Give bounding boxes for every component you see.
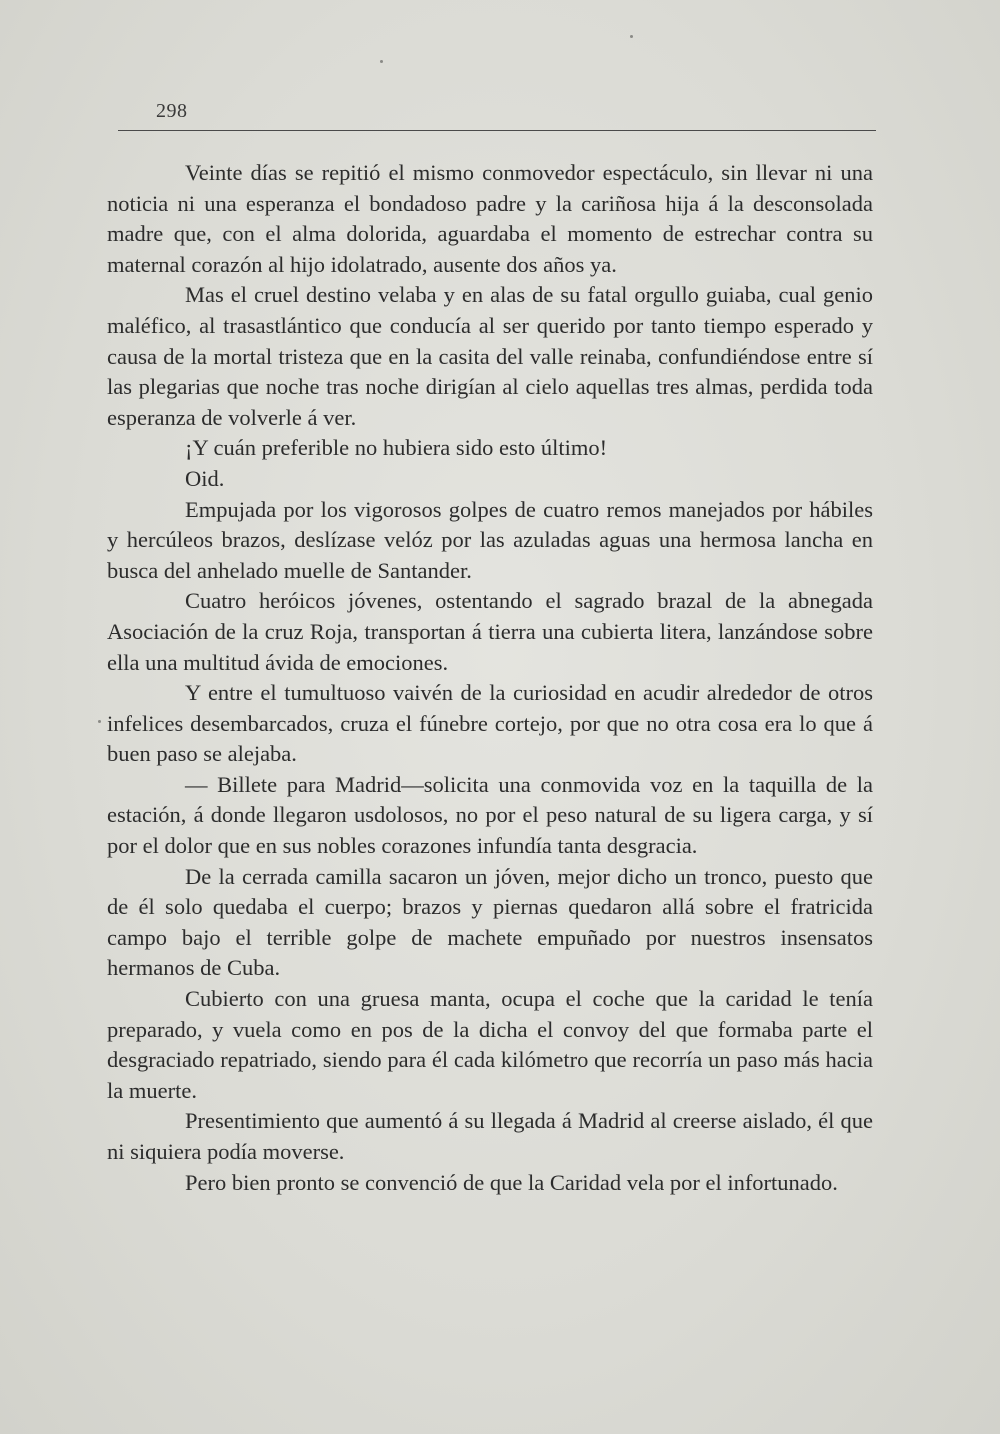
page-number: 298 xyxy=(156,100,188,122)
body-text xyxy=(107,158,873,1198)
paragraph: Presentimiento que aumentó á su llegada á Madrid al creerse aislado, él que ni siquiera podía moverse. xyxy=(107,1108,873,1164)
paragraph: Veinte días se repitió el mismo conmovedor espectáculo, sin llevar ni una noticia ni una esperanza el bondadoso padre y la cariñosa hija á la desconsolada madre que, con el alma dolorida, aguardaba el momento de estrechar contra su maternal corazón al hijo idolatrado, ausente dos años ya. xyxy=(107,160,873,277)
paper-speck xyxy=(630,35,633,38)
paragraph: Pero bien pronto se convenció de que la Caridad vela por el infortunado. xyxy=(185,1169,838,1195)
paragraph: — Billete para Madrid—solicita una conmovida voz en la taquilla de la estación, á donde llegaron usdolosos, no por el peso natural de su ligera carga, y sí por el dolor que en sus nobles corazones infundía tanta desgracia. xyxy=(107,771,873,859)
paper-speck xyxy=(98,720,101,723)
paragraph: Mas el cruel destino velaba y en alas de su fatal orgullo guiaba, cual genio maléfico, al trasastlántico que conducía al ser querido por tanto tiempo esperado y causa de la mortal tristeza que en la casita del valle reinaba, confundiéndose entre sí las plegarias que noche tras noche dirigían al cielo aquellas tres almas, perdida toda esperanza de volverle á ver. xyxy=(107,282,873,430)
paragraph: Cubierto con una gruesa manta, ocupa el coche que la caridad le tenía preparado, y vuela como en pos de la dicha el convoy del que formaba parte el desgraciado repatriado, siendo para él cada kilómetro que recorría un paso más hacia la muerte. xyxy=(107,986,873,1103)
paragraph: Cuatro heróicos jóvenes, ostentando el sagrado brazal de la abnegada Asociación de la cruz Roja, transportan á tierra una cubierta litera, lanzándose sobre ella una multitud ávida de emociones. xyxy=(107,588,873,675)
paragraph: ¡Y cuán preferible no hubiera sido esto último! xyxy=(185,435,608,461)
paper-speck xyxy=(380,60,383,63)
paragraph: Y entre el tumultuoso vaivén de la curiosidad en acudir alrededor de otros infelices desembarcados, cruza el fúnebre cortejo, por que no otra cosa era lo que á buen paso se alejaba. xyxy=(107,680,873,767)
header-rule xyxy=(118,130,876,131)
paragraph: Oid. xyxy=(185,465,225,491)
paragraph: Empujada por los vigorosos golpes de cuatro remos manejados por hábiles y hercúleos brazos, deslízase velóz por las azuladas aguas una hermosa lancha en busca del anhelado muelle de Santander. xyxy=(107,496,873,583)
paragraph: De la cerrada camilla sacaron un jóven, mejor dicho un tronco, puesto que de él solo quedaba el cuerpo; brazos y piernas quedaron allá sobre el fratricida campo bajo el terrible golpe de machete empuñado por nuestros insensatos hermanos de Cuba. xyxy=(107,863,873,981)
